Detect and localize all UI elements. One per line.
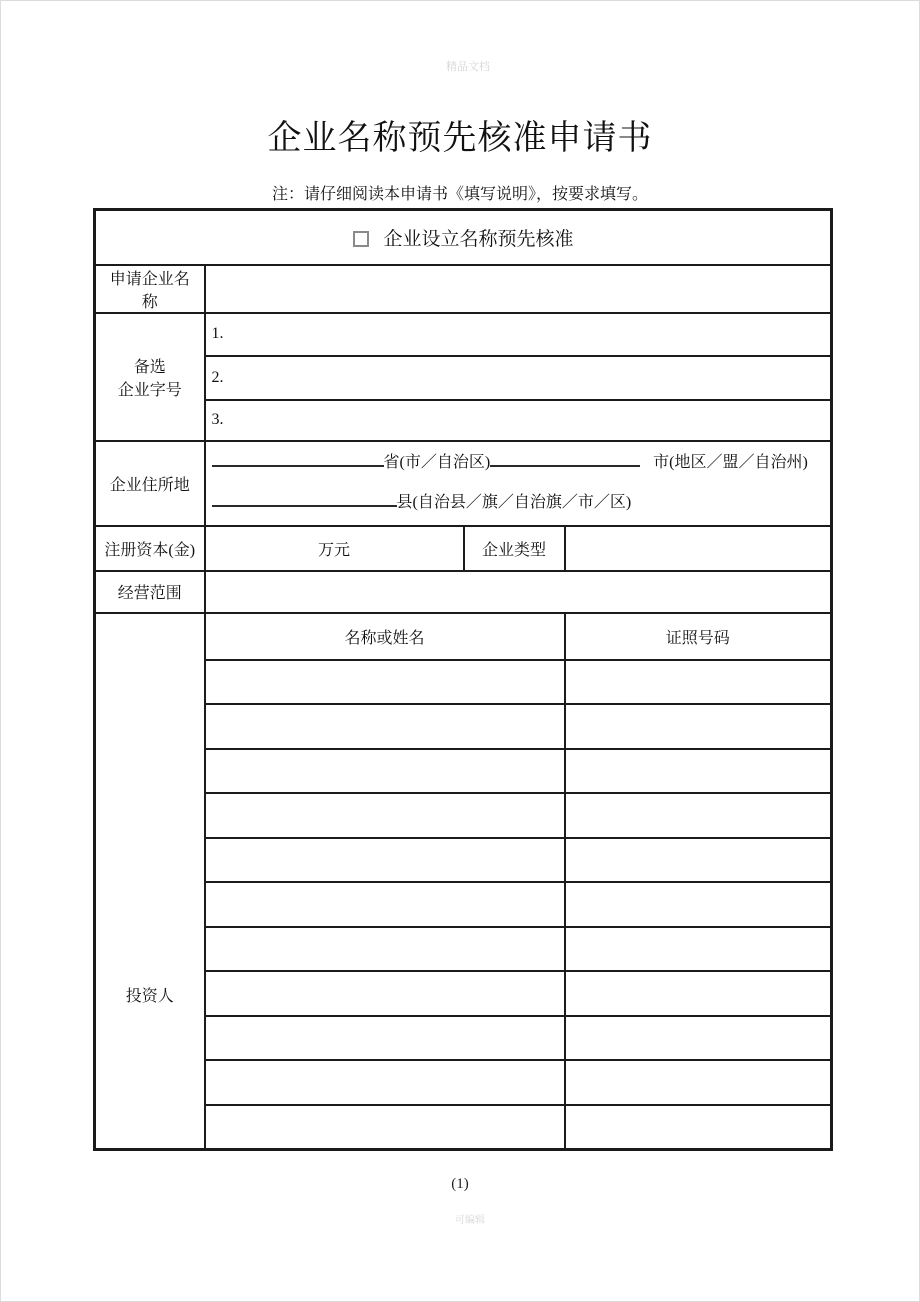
investor-name-input[interactable] <box>205 971 565 1016</box>
capital-input[interactable] <box>205 526 464 571</box>
investor-name-input[interactable] <box>205 1105 565 1150</box>
residence-row <box>95 441 832 526</box>
investors-label <box>95 613 205 1150</box>
investor-name-input[interactable] <box>205 838 565 883</box>
applied-name-row <box>95 265 832 313</box>
alt-names-label-line2: 企业字号 <box>117 381 182 399</box>
alt-name-input-1[interactable] <box>205 313 832 356</box>
applied-name-input[interactable] <box>205 265 832 313</box>
investor-name-input[interactable] <box>205 1060 565 1105</box>
alt-name-row-3 <box>95 400 832 441</box>
county-suffix-label: 县(自治县／旗／自治旗／市／区) <box>396 494 632 511</box>
application-form-table <box>93 208 833 1151</box>
applied-name-label: 申请企业名称 <box>95 265 205 313</box>
investor-row <box>95 838 832 883</box>
business-scope-label: 经营范围 <box>95 571 205 613</box>
enterprise-type-label: 企业类型 <box>464 526 565 571</box>
alt-name-number-3: 3. <box>211 411 224 428</box>
city-blank-input[interactable] <box>490 450 640 467</box>
investor-license-input[interactable] <box>565 1016 832 1061</box>
investor-row <box>95 1016 832 1061</box>
business-scope-row <box>95 571 832 613</box>
investor-license-input[interactable] <box>565 1060 832 1105</box>
investor-row <box>95 1105 832 1150</box>
investor-row <box>95 704 832 749</box>
alt-name-input-3[interactable] <box>205 400 832 441</box>
investors-label-text: 投资人 <box>125 987 174 1005</box>
investor-name-input[interactable] <box>205 1016 565 1061</box>
province-blank-input[interactable] <box>212 450 384 467</box>
investor-row <box>95 971 832 1016</box>
checkbox-icon[interactable] <box>353 231 369 247</box>
watermark-bottom: 可编辑 <box>455 1215 485 1226</box>
form-type-label: 企业设立名称预先核准 <box>383 228 574 250</box>
residence-line-1 <box>212 443 825 483</box>
residence-line-2 <box>212 483 825 523</box>
investors-name-column-header: 名称或姓名 <box>205 613 565 660</box>
residence-cell <box>205 441 832 526</box>
investor-license-input[interactable] <box>565 882 832 927</box>
investor-row <box>95 793 832 838</box>
investor-license-input[interactable] <box>565 1105 832 1150</box>
capital-label: 注册资本(金) <box>95 526 205 571</box>
investor-name-input[interactable] <box>205 793 565 838</box>
investor-row <box>95 660 832 705</box>
investor-name-input[interactable] <box>205 660 565 705</box>
alt-name-row-2 <box>95 356 832 400</box>
investor-license-input[interactable] <box>565 749 832 794</box>
investor-license-input[interactable] <box>565 927 832 972</box>
alt-name-row-1 <box>95 313 832 356</box>
page-number: (1) <box>451 1176 469 1192</box>
investors-license-column-header: 证照号码 <box>565 613 832 660</box>
investor-name-input[interactable] <box>205 704 565 749</box>
form-type-cell <box>95 210 832 265</box>
business-scope-input[interactable] <box>205 571 832 613</box>
investor-license-input[interactable] <box>565 793 832 838</box>
page-title: 企业名称预先核准申请书 <box>267 120 653 157</box>
investor-name-input[interactable] <box>205 749 565 794</box>
province-suffix-label: 省(市／自治区) <box>383 454 491 471</box>
investor-row <box>95 1060 832 1105</box>
investor-license-input[interactable] <box>565 971 832 1016</box>
alt-name-number-2: 2. <box>211 368 224 386</box>
investor-name-input[interactable] <box>205 927 565 972</box>
city-suffix-label: 市(地区／盟／自治州) <box>653 454 808 471</box>
investor-license-input[interactable] <box>565 660 832 705</box>
fill-instruction-note: 注：请仔细阅读本申请书《填写说明》，按要求填写。 <box>271 186 648 203</box>
capital-type-row <box>95 526 832 571</box>
alt-names-label-line1: 备选 <box>133 358 166 376</box>
investor-license-input[interactable] <box>565 838 832 883</box>
investor-license-input[interactable] <box>565 704 832 749</box>
alt-name-number-1: 1. <box>211 325 224 342</box>
county-blank-input[interactable] <box>212 490 397 507</box>
enterprise-type-input[interactable] <box>565 526 832 571</box>
investor-row <box>95 749 832 794</box>
alt-names-label <box>95 313 205 441</box>
form-type-row <box>95 210 832 265</box>
investor-name-input[interactable] <box>205 882 565 927</box>
investor-row <box>95 882 832 927</box>
investors-header-row <box>95 613 832 660</box>
residence-label: 企业住所地 <box>95 441 205 526</box>
watermark-top: 精品文档 <box>446 61 490 73</box>
investor-row <box>95 927 832 972</box>
capital-unit-label: 万元 <box>317 541 350 559</box>
alt-name-input-2[interactable] <box>205 356 832 400</box>
